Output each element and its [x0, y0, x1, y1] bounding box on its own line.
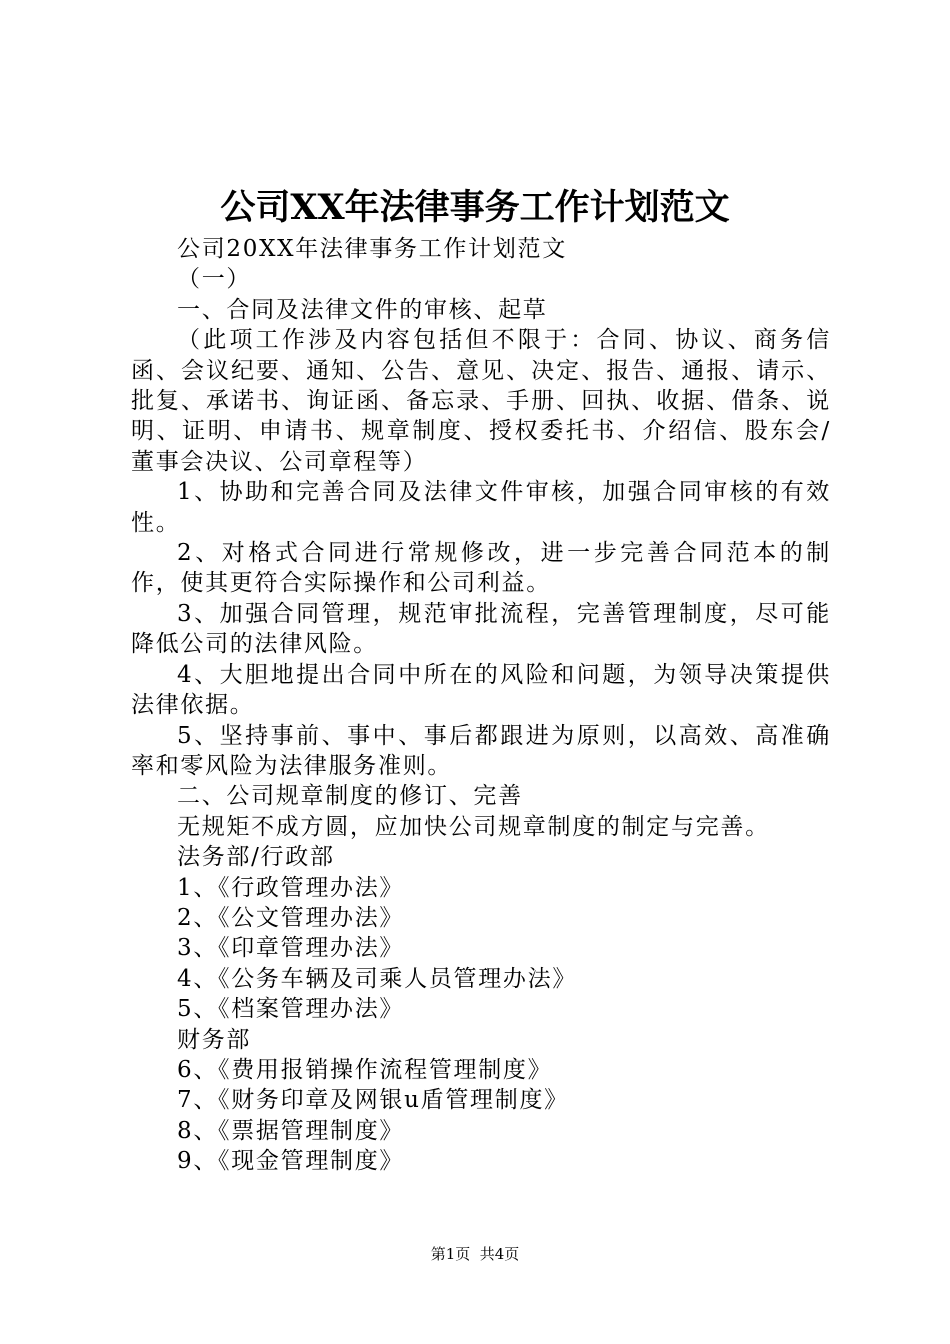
- document-body: [131, 234, 831, 1177]
- list-item: 8、《票据管理制度》: [177, 1117, 405, 1144]
- list-item: 2、《公文管理办法》: [177, 904, 405, 931]
- list-item: 2、对格式合同进行常规修改，进一步完善合同范本的制作，使其更符合实际操作和公司利益。: [131, 540, 831, 597]
- paragraph-subtitle: 公司20XX年法律事务工作计划范文: [177, 236, 567, 262]
- department-label: 法务部/行政部: [177, 844, 335, 871]
- department-label: 财务部: [177, 1026, 252, 1053]
- list-item: 6、《费用报销操作流程管理制度》: [177, 1056, 553, 1083]
- heading-section-two: 二、公司规章制度的修订、完善: [177, 783, 523, 810]
- page-number: 第1页 共4页: [430, 1245, 520, 1263]
- list-item: 3、《印章管理办法》: [177, 935, 405, 962]
- list-item: 4、《公务车辆及司乘人员管理办法》: [177, 965, 578, 992]
- list-item: 7、《财务印章及网银u盾管理制度》: [177, 1087, 569, 1114]
- list-item: 1、协助和完善合同及法律文件审核，加强合同审核的有效性。: [131, 479, 831, 536]
- list-item: 5、坚持事前、事中、事后都跟进为原则，以高效、高准确率和零风险为法律服务准则。: [131, 722, 831, 779]
- paragraph-scope-note: （此项工作涉及内容包括但不限于：合同、协议、商务信函、会议纪要、通知、公告、意见、决定、报告、通报、请示、批复、承诺书、询证函、备忘录、手册、回执、收据、借条、说明、证明、申请书、规章制度、授权委托书、介绍信、股东会/董事会决议、公司章程等）: [131, 327, 831, 475]
- document-title: 公司XX年法律事务工作计划范文: [220, 187, 730, 228]
- list-item: 5、《档案管理办法》: [177, 996, 405, 1023]
- list-item: 1、《行政管理办法》: [177, 874, 405, 901]
- list-item: 9、《现金管理制度》: [177, 1148, 405, 1175]
- heading-section-one: 一、合同及法律文件的审核、起草: [177, 296, 548, 323]
- list-item: 3、加强合同管理，规范审批流程，完善管理制度，尽可能降低公司的法律风险。: [131, 600, 831, 658]
- paragraph-intro: 无规矩不成方圆，应加快公司规章制度的制定与完善。: [177, 813, 770, 840]
- list-item: 4、大胆地提出合同中所在的风险和问题，为领导决策提供法律依据。: [131, 661, 831, 719]
- paragraph-section-marker: （一）: [177, 266, 252, 293]
